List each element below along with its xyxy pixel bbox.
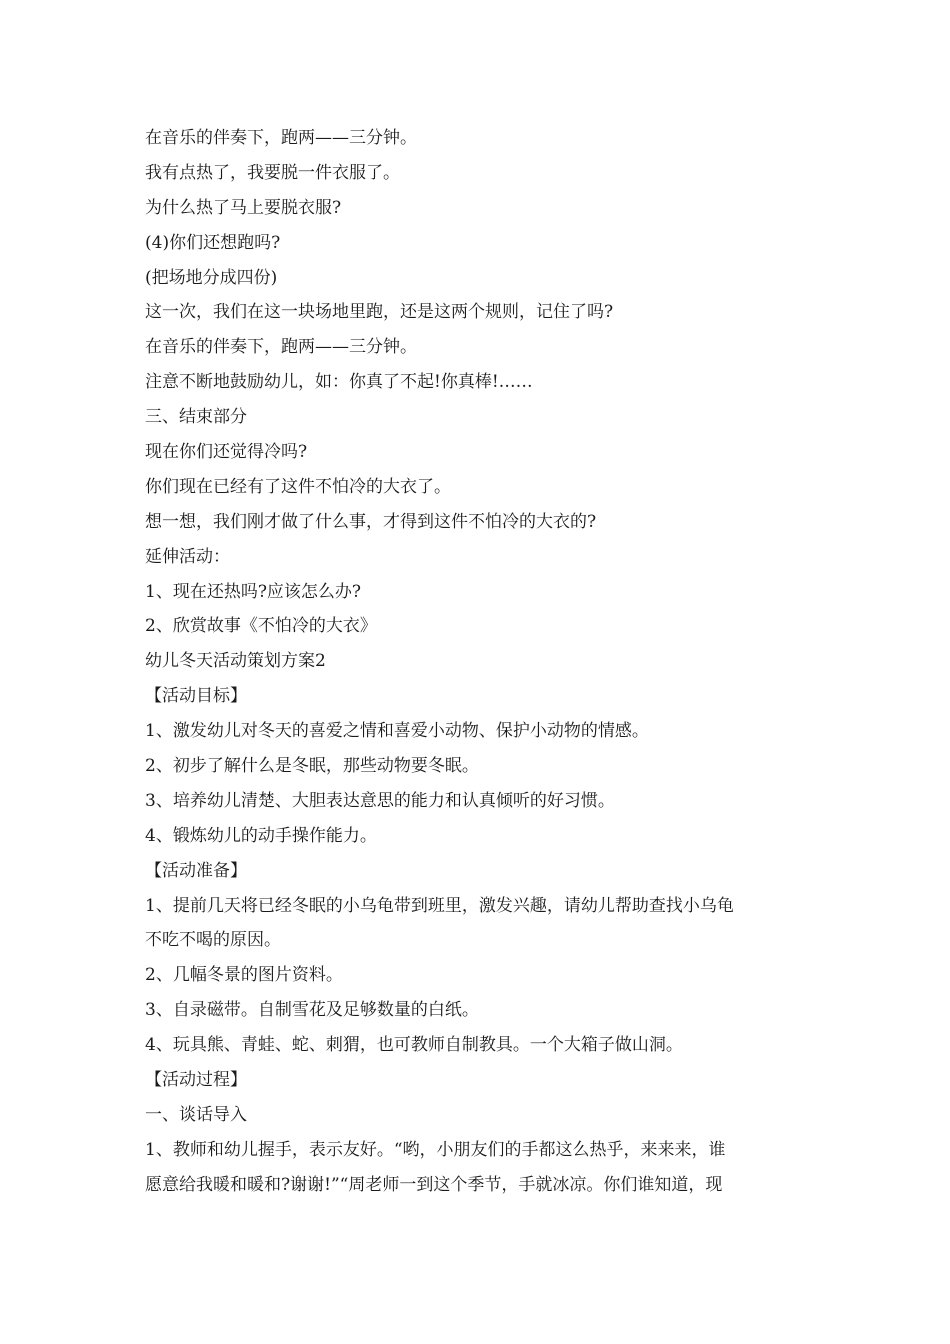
text-line: 注意不断地鼓励幼儿，如：你真了不起!你真棒!…… (145, 372, 533, 393)
text-line: (4)你们还想跑吗? (145, 232, 281, 253)
text-line: 这一次，我们在这一块场地里跑，还是这两个规则，记住了吗? (145, 302, 614, 323)
list-item: 1、教师和幼儿握手，表示友好。“哟，小朋友们的手都这么热乎，来来来，谁 (145, 1139, 726, 1160)
list-item: 1、现在还热吗?应该怎么办? (145, 581, 362, 602)
text-line: 愿意给我暖和暖和?谢谢!”“周老师一到这个季节，手就冰凉。你们谁知道，现 (145, 1174, 723, 1195)
list-item: 2、初步了解什么是冬眠，那些动物要冬眠。 (145, 756, 479, 777)
text-line: 在音乐的伴奏下，跑两——三分钟。 (145, 337, 417, 358)
text-line: 为什么热了马上要脱衣服? (145, 197, 342, 218)
list-item: 2、欣赏故事《不怕冷的大衣》 (145, 616, 377, 637)
text-line: 现在你们还觉得冷吗? (145, 442, 308, 463)
list-item: 1、激发幼儿对冬天的喜爱之情和喜爱小动物、保护小动物的情感。 (145, 721, 649, 742)
section-heading: 【活动准备】 (145, 860, 247, 881)
list-item: 3、培养幼儿清楚、大胆表达意思的能力和认真倾听的好习惯。 (145, 790, 615, 811)
text-line: 在音乐的伴奏下，跑两——三分钟。 (145, 128, 417, 148)
section-heading: 【活动过程】 (145, 1070, 247, 1091)
list-item: 1、提前几天将已经冬眠的小乌龟带到班里，激发兴趣，请幼儿帮助查找小乌龟 (145, 895, 734, 916)
list-item: 4、玩具熊、青蛙、蛇、刺猬，也可教师自制教具。一个大箱子做山洞。 (145, 1035, 683, 1056)
section-heading: 一、谈话导入 (145, 1104, 247, 1125)
document-body (145, 121, 810, 1203)
text-line: 想一想，我们刚才做了什么事，才得到这件不怕冷的大衣的? (145, 511, 597, 532)
section-heading: 延伸活动： (145, 546, 230, 567)
section-heading: 【活动目标】 (145, 686, 247, 707)
text-line: 你们现在已经有了这件不怕冷的大衣了。 (145, 476, 451, 497)
list-item: 4、锻炼幼儿的动手操作能力。 (145, 825, 377, 846)
list-item: 2、几幅冬景的图片资料。 (145, 965, 343, 986)
document-title: 幼儿冬天活动策划方案2 (145, 651, 326, 672)
text-line: (把场地分成四份) (145, 267, 278, 288)
section-heading: 三、结束部分 (145, 407, 247, 428)
list-item: 3、自录磁带。自制雪花及足够数量的白纸。 (145, 1000, 479, 1021)
text-line: 不吃不喝的原因。 (145, 930, 281, 951)
text-line: 我有点热了，我要脱一件衣服了。 (145, 162, 400, 183)
